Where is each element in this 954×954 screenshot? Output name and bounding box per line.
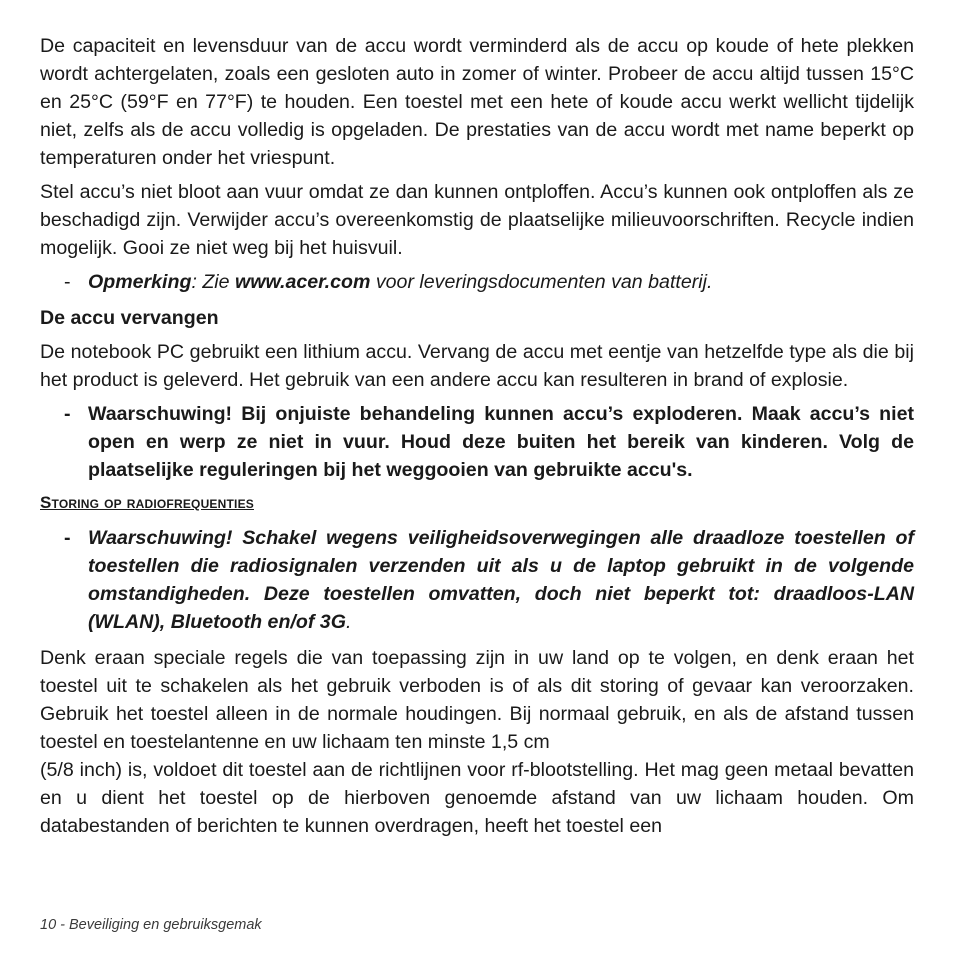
note-link: www.acer.com (235, 271, 371, 293)
note-item (40, 268, 914, 296)
warning-radio (40, 524, 914, 636)
note-text-1: : Zie (191, 271, 235, 293)
paragraph-replace-battery: De notebook PC gebruikt een lithium accu. Vervang de accu met eentje van hetzelfde type als die bij het product is geleverd. Het gebruik van een andere accu kan resulteren in brand of explosie. (40, 341, 914, 391)
paragraph-battery-disposal: Stel accu’s niet bloot aan vuur omdat ze dan kunnen ontploffen. Accu’s kunnen ook ontploffen als ze beschadigd zijn. Verwijder accu’s overeenkomstig de plaatselijke milieuvoorschriften. Recycle indien mogelijk. Gooi ze niet weg bij het huisvuil. (40, 181, 914, 259)
note-dash: - (64, 271, 71, 293)
paragraph-rf-exposure-2: (5/8 inch) is, voldoet dit toestel aan de richtlijnen voor rf-blootstelling. Het mag geen metaal bevatten en u dient het toestel op de hierboven genoemde afstand van uw lichaam houden. Om databestanden of berichten te kunnen overdragen, heeft het toestel een (40, 759, 914, 837)
note-text-2: voor leveringsdocumenten van batterij. (370, 271, 713, 293)
warning-dash: - (64, 527, 71, 549)
warning-battery-text: Waarschuwing! Bij onjuiste behandeling kunnen accu’s exploderen. Maak accu’s niet open en werp ze niet in vuur. Houd deze buiten het bereik van kinderen. Volg de plaatselijke reguleringen bij het weggooien van gebruikte accu's. (88, 403, 914, 481)
paragraph-rf-exposure-1: Denk eraan speciale regels die van toepassing zijn in uw land op te volgen, en denk eraan het toestel uit te schakelen als het gebruik verboden is of als dit storing of gevaar kan veroorzaken. Gebruik het toestel alleen in de normale houdingen. Bij normaal gebruik, en als de afstand tussen toestel en toestelantenne en uw lichaam ten minste 1,5 cm (40, 647, 914, 753)
warning-battery (40, 400, 914, 484)
warning-dash: - (64, 403, 71, 425)
warning-radio-text: Waarschuwing! Schakel wegens veiligheidsoverwegingen alle draadloze toestellen of toestellen die radiosignalen verzenden uit als u de laptop gebruikt in de volgende omstandigheden. Deze toestellen omvatten, doch niet beperkt tot: draadloos-LAN (WLAN), Bluetooth en/of 3G (88, 527, 914, 633)
heading-replace-battery: De accu vervangen (40, 307, 219, 329)
document-page (40, 32, 914, 846)
note-label: Opmerking (88, 271, 192, 293)
page-footer: 10 - Beveiliging en gebruiksgemak (40, 917, 262, 933)
heading-radio-interference: Storing op radiofrequenties (40, 493, 254, 512)
paragraph-battery-temperature: De capaciteit en levensduur van de accu wordt verminderd als de accu op koude of hete plekken wordt achtergelaten, zoals een gesloten auto in zomer of winter. Probeer de accu altijd tussen 15°C en 25°C (59°F en 77°F) te houden. Een toestel met een hete of koude accu werkt wellicht tijdelijk niet, zelfs als de accu volledig is opgeladen. De prestaties van de accu wordt met name beperkt op temperaturen onder het vriespunt. (40, 35, 914, 169)
warning-radio-end: . (345, 611, 352, 633)
